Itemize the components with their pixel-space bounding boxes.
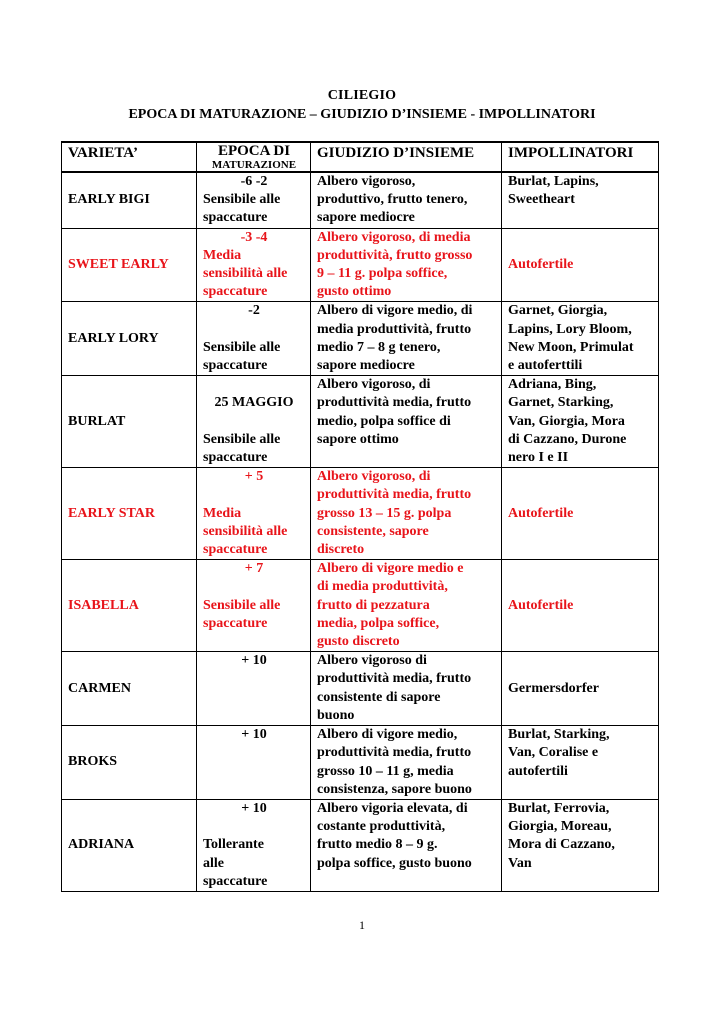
impollinatori-line: Van, Coralise e (508, 745, 599, 761)
epoca-line: Media (203, 505, 242, 521)
cell-giudizio (311, 560, 502, 652)
epoca-line: + 10 (241, 800, 267, 816)
header-epoca-line2: MATURAZIONE (211, 159, 297, 171)
cell-giudizio (311, 799, 502, 891)
impollinatori-line: autofertili (508, 763, 568, 779)
header-epoca-line1: EPOCA DI (217, 143, 291, 159)
cell-varieta: CARMEN (62, 652, 197, 726)
epoca-line: spaccature (203, 358, 268, 374)
epoca-line: Media (203, 247, 242, 263)
epoca-line: sensibilità alle (203, 266, 288, 282)
table-row (62, 302, 659, 376)
impollinatori-line: New Moon, Primulat (508, 339, 634, 355)
table-row (62, 652, 659, 726)
impollinatori-line: Sweetheart (508, 192, 575, 208)
epoca-line: Sensibile alle (203, 192, 281, 208)
epoca-line: + 10 (241, 727, 267, 743)
epoca-line: Tollerante (203, 837, 264, 853)
cell-giudizio (311, 228, 502, 302)
cell-epoca (197, 302, 311, 376)
epoca-line: sensibilità alle (203, 523, 288, 539)
impollinatori-line: Garnet, Giorgia, (508, 303, 608, 319)
giudizio-line: Albero vigoroso, di media (317, 229, 471, 245)
table-row (62, 560, 659, 652)
epoca-line: Sensibile alle (203, 597, 281, 613)
giudizio-line: gusto discreto (317, 634, 400, 650)
cell-varieta: EARLY LORY (62, 302, 197, 376)
cell-epoca (197, 376, 311, 468)
giudizio-line: produttività, frutto grosso (317, 247, 473, 263)
cell-varieta: ISABELLA (62, 560, 197, 652)
impollinatori-line: Burlat, Lapins, (508, 174, 599, 189)
impollinatori-line: Lapins, Lory Bloom, (508, 321, 632, 337)
epoca-line (203, 578, 305, 596)
table-row (62, 376, 659, 468)
cell-varieta: SWEET EARLY (62, 228, 197, 302)
table-row (62, 726, 659, 800)
impollinatori-line: Adriana, Bing, (508, 377, 597, 393)
epoca-line: spaccature (203, 284, 268, 300)
epoca-line: alle (203, 855, 224, 871)
cell-impollinatori (502, 726, 659, 800)
cell-giudizio (311, 302, 502, 376)
cell-epoca (197, 726, 311, 800)
cell-epoca (197, 468, 311, 560)
giudizio-line: sapore mediocre (317, 210, 415, 226)
giudizio-line: Albero di vigore medio, di (317, 303, 473, 319)
cell-epoca (197, 652, 311, 726)
epoca-line (203, 486, 305, 504)
epoca-line: spaccature (203, 542, 268, 558)
cell-impollinatori (502, 468, 659, 560)
giudizio-line: Albero vigoroso, di (317, 469, 431, 485)
giudizio-line: produttività media, frutto (317, 671, 472, 687)
epoca-line: spaccature (203, 210, 268, 226)
impollinatori-line: di Cazzano, Durone (508, 431, 627, 447)
impollinatori-line: e autoferttili (508, 358, 583, 374)
cell-varieta: BROKS (62, 726, 197, 800)
epoca-line (203, 413, 305, 431)
giudizio-line: grosso 13 – 15 g. polpa (317, 505, 452, 521)
giudizio-line: Albero di vigore medio e (317, 561, 464, 577)
cell-varieta: ADRIANA (62, 799, 197, 891)
header-giudizio: GIUDIZIO D’INSIEME (311, 142, 502, 172)
cell-impollinatori (502, 652, 659, 726)
epoca-line: + 5 (244, 469, 264, 485)
giudizio-line: buono (317, 707, 355, 723)
impollinatori-line: Garnet, Starking, (508, 395, 614, 411)
table-header-row (62, 142, 659, 172)
impollinatori-line: Autofertile (508, 597, 574, 613)
table-body (62, 172, 659, 891)
epoca-line: 25 MAGGIO (214, 395, 294, 411)
table-row (62, 468, 659, 560)
giudizio-line: media produttività, frutto (317, 321, 472, 337)
cell-impollinatori (502, 228, 659, 302)
cell-giudizio (311, 652, 502, 726)
giudizio-line: grosso 10 – 11 g, media (317, 763, 454, 779)
cell-epoca (197, 228, 311, 302)
cell-epoca (197, 799, 311, 891)
epoca-line: -6 -2 (240, 174, 268, 189)
giudizio-line: Albero vigoria elevata, di (317, 800, 468, 816)
giudizio-line: consistenza, sapore buono (317, 781, 472, 797)
giudizio-line: frutto medio 8 – 9 g. (317, 837, 438, 853)
epoca-line: + 10 (241, 653, 267, 669)
epoca-line: spaccature (203, 615, 268, 631)
giudizio-line: 9 – 11 g. polpa soffice, (317, 266, 448, 282)
giudizio-line: media, polpa soffice, (317, 615, 440, 631)
giudizio-line: discreto (317, 542, 365, 558)
giudizio-line: produttivo, frutto tenero, (317, 192, 468, 208)
giudizio-line: frutto di pezzatura (317, 597, 430, 613)
cell-impollinatori (502, 376, 659, 468)
epoca-line (203, 321, 305, 339)
giudizio-line: produttività media, frutto (317, 745, 472, 761)
table-row (62, 799, 659, 891)
giudizio-line: produttività media, frutto (317, 487, 472, 503)
cherry-varieties-table (61, 141, 659, 892)
epoca-line: + 7 (244, 561, 264, 577)
giudizio-line: medio, polpa soffice di (317, 413, 451, 429)
epoca-line: Sensibile alle (203, 339, 281, 355)
cell-varieta: BURLAT (62, 376, 197, 468)
cell-impollinatori (502, 799, 659, 891)
giudizio-line: sapore mediocre (317, 358, 415, 374)
giudizio-line: di media produttività, (317, 579, 448, 595)
giudizio-line: Albero vigoroso, (317, 174, 416, 189)
epoca-line: -3 -4 (240, 229, 268, 245)
table-row (62, 228, 659, 302)
giudizio-line: Albero vigoroso, di (317, 377, 431, 393)
epoca-line: -2 (248, 303, 260, 319)
impollinatori-line: Germersdorfer (508, 680, 599, 696)
cell-impollinatori (502, 560, 659, 652)
impollinatori-line: Van, Giorgia, Mora (508, 413, 625, 429)
cell-giudizio (311, 726, 502, 800)
cell-impollinatori (502, 302, 659, 376)
header-epoca (197, 142, 311, 172)
cell-epoca (197, 560, 311, 652)
impollinatori-line: Mora di Cazzano, (508, 837, 615, 853)
page-number: 1 (359, 918, 365, 932)
giudizio-line: Albero di vigore medio, (317, 727, 458, 743)
epoca-line: spaccature (203, 873, 268, 889)
cell-giudizio (311, 376, 502, 468)
giudizio-line: costante produttività, (317, 819, 446, 835)
cell-giudizio (311, 468, 502, 560)
epoca-line: Sensibile alle (203, 431, 281, 447)
impollinatori-line: Van (508, 855, 532, 871)
document-subtitle: EPOCA DI MATURAZIONE – GIUDIZIO D’INSIEME - IMPOLLINATORI (128, 107, 596, 122)
cell-impollinatori (502, 172, 659, 228)
impollinatori-line: Burlat, Starking, (508, 727, 610, 743)
header-impollinatori: IMPOLLINATORI (502, 142, 659, 172)
table-row (62, 172, 659, 228)
giudizio-line: produttività media, frutto (317, 395, 472, 411)
giudizio-line: consistente, sapore (317, 523, 429, 539)
epoca-line: spaccature (203, 450, 268, 466)
giudizio-line: polpa soffice, gusto buono (317, 855, 472, 871)
impollinatori-line: Giorgia, Moreau, (508, 819, 612, 835)
giudizio-line: medio 7 – 8 g tenero, (317, 339, 441, 355)
cell-varieta: EARLY BIGI (62, 172, 197, 228)
impollinatori-line: Burlat, Ferrovia, (508, 800, 610, 816)
cell-giudizio (311, 172, 502, 228)
header-varieta: VARIETA’ (62, 142, 197, 172)
epoca-line (203, 376, 305, 394)
document-title: CILIEGIO (327, 88, 397, 103)
epoca-line (203, 818, 305, 836)
impollinatori-line: Autofertile (508, 256, 574, 272)
cell-varieta: EARLY STAR (62, 468, 197, 560)
impollinatori-line: Autofertile (508, 505, 574, 521)
giudizio-line: Albero vigoroso di (317, 653, 427, 669)
giudizio-line: gusto ottimo (317, 284, 392, 300)
impollinatori-line: nero I e II (508, 450, 569, 466)
giudizio-line: sapore ottimo (317, 431, 399, 447)
giudizio-line: consistente di sapore (317, 689, 441, 705)
cell-epoca (197, 172, 311, 228)
